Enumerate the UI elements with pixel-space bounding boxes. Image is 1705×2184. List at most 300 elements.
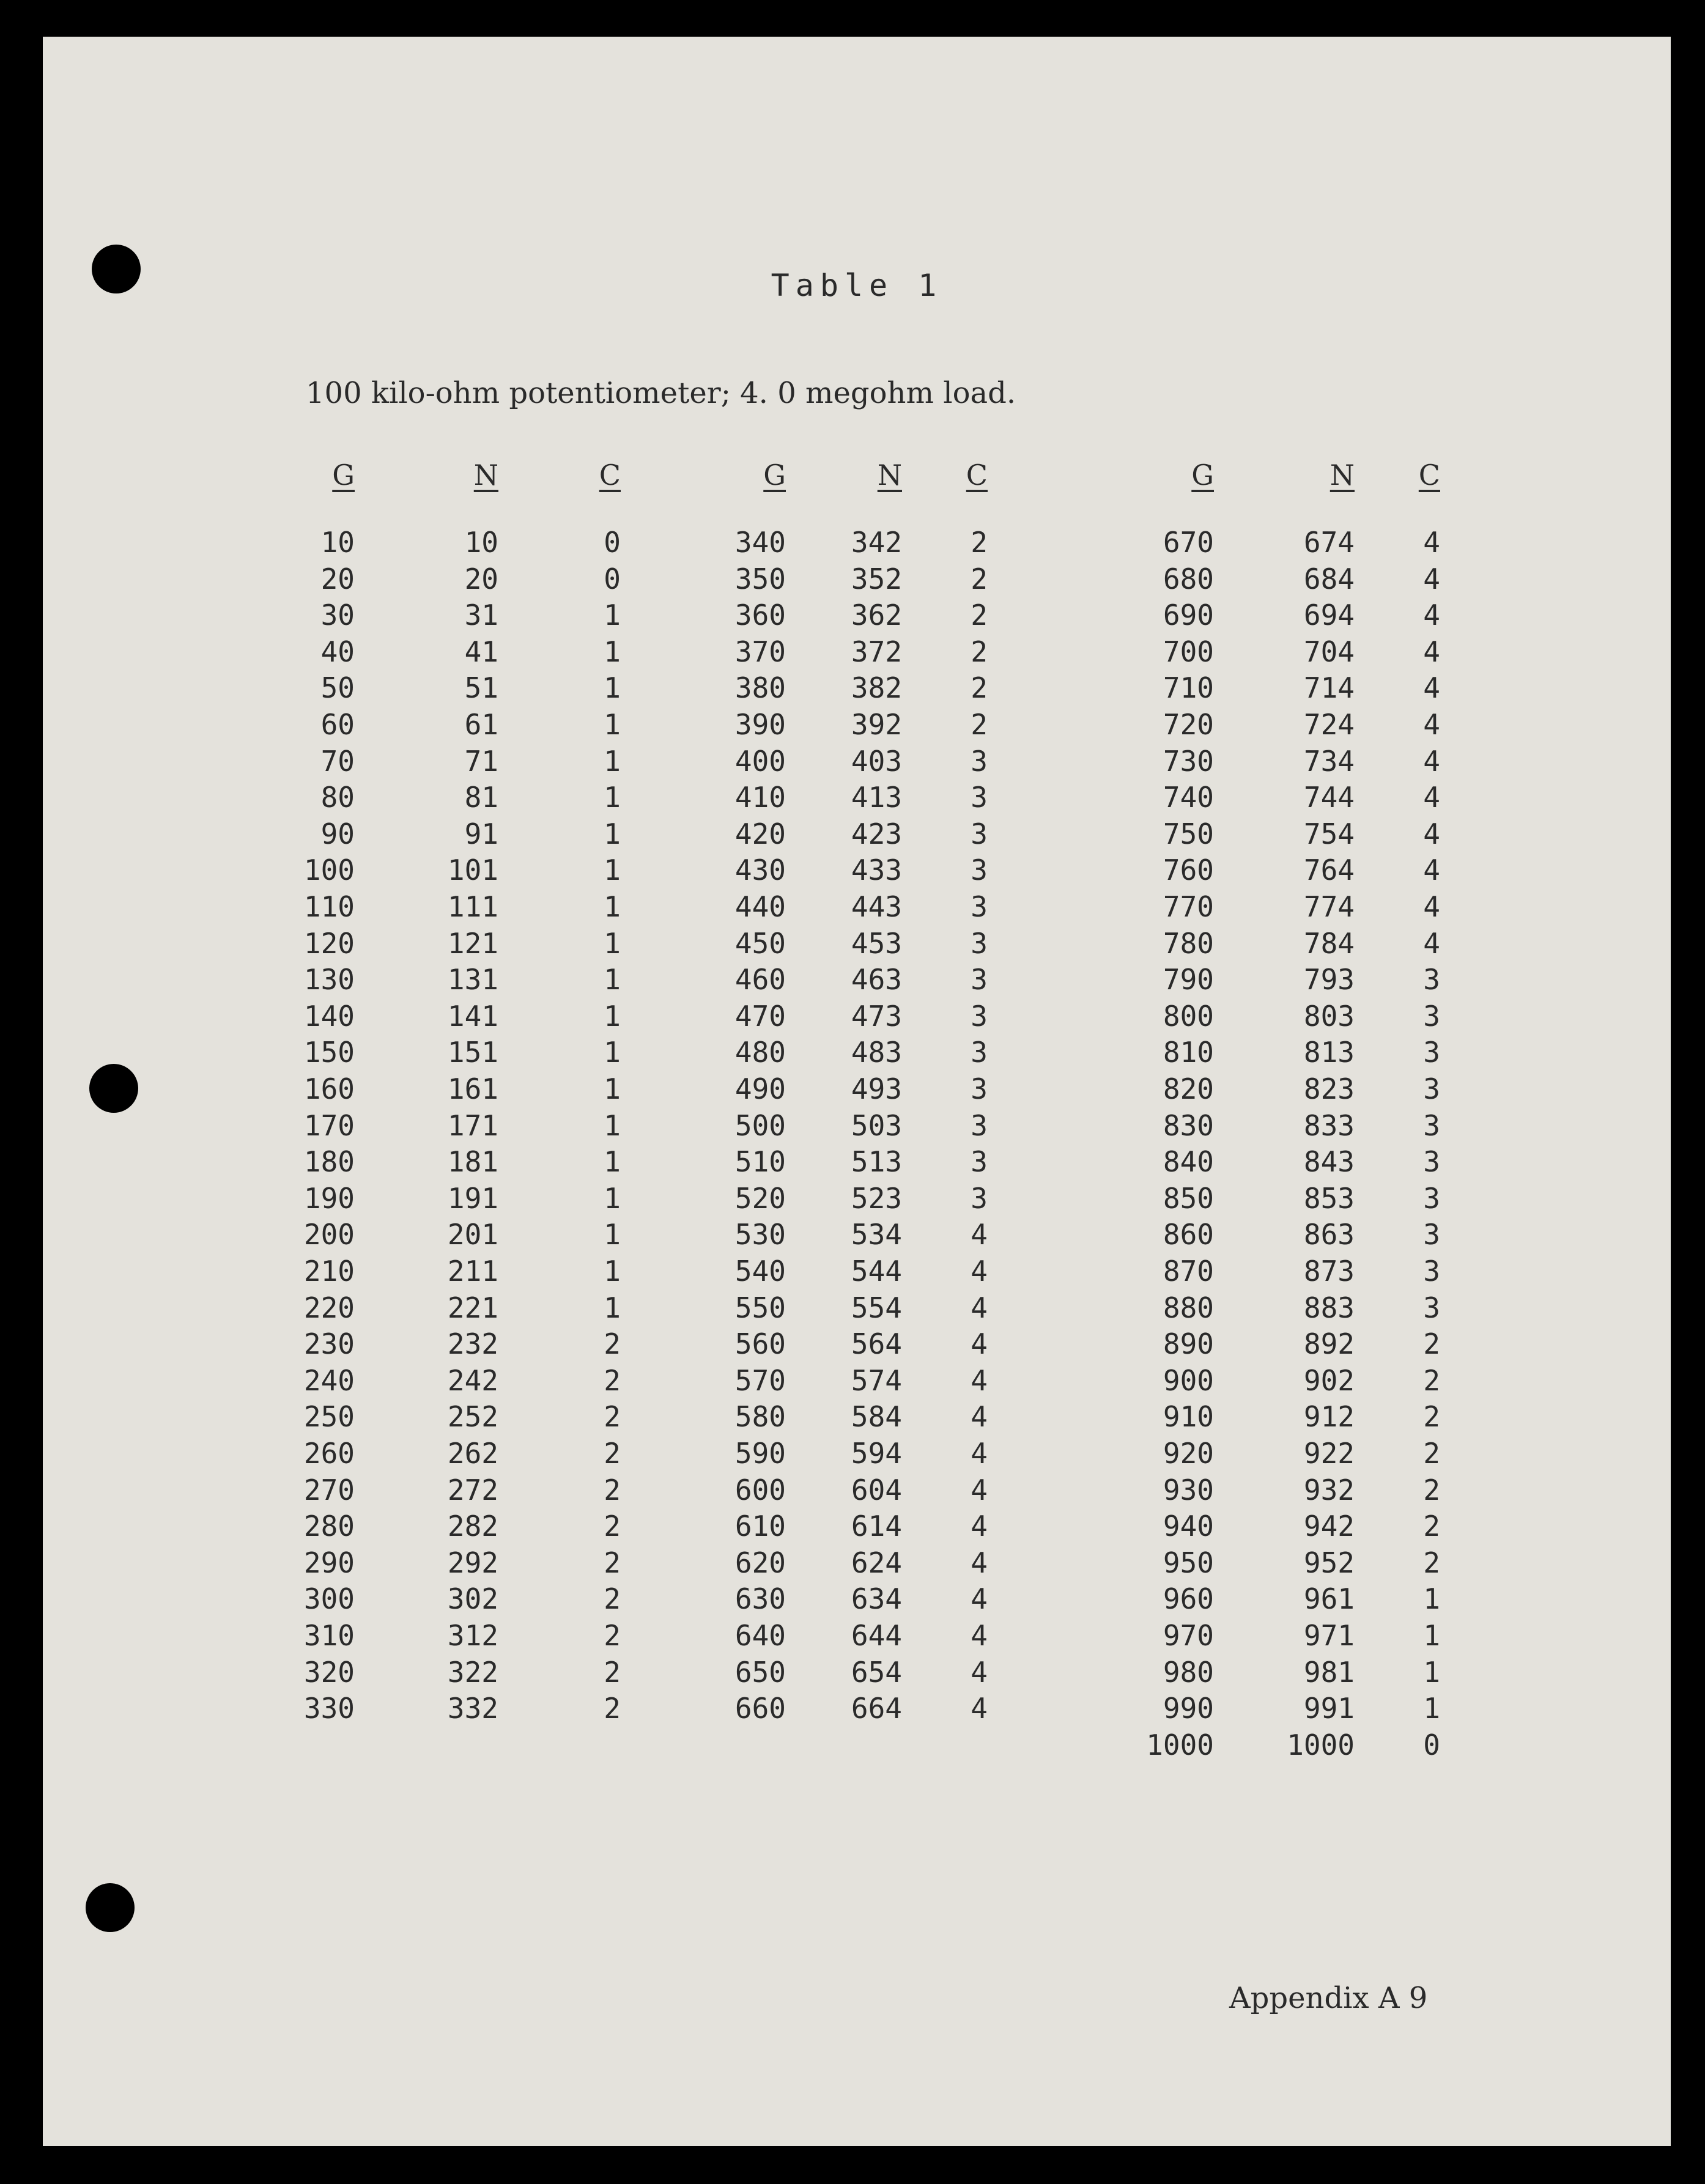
table-cell: 2 <box>604 1692 621 1725</box>
table-cell: 141 <box>447 999 498 1033</box>
table-cell: 332 <box>447 1692 498 1725</box>
table-cell: 853 <box>1303 1181 1355 1215</box>
table-cell: 2 <box>604 1473 621 1507</box>
table-cell: 270 <box>303 1473 355 1507</box>
table-cell: 513 <box>851 1145 902 1179</box>
table-cell: 221 <box>447 1291 498 1324</box>
table-cell: 4 <box>971 1218 988 1252</box>
table-cell: 3 <box>1423 1255 1440 1288</box>
table-cell: 370 <box>734 635 786 668</box>
table-cell: 700 <box>1163 635 1214 668</box>
table-cell: 840 <box>1163 1145 1214 1179</box>
table-cell: 4 <box>1423 708 1440 741</box>
table-cell: 272 <box>447 1473 498 1507</box>
table-cell: 760 <box>1163 854 1214 887</box>
column-header-n: N <box>473 459 498 492</box>
table-cell: 754 <box>1303 817 1355 850</box>
table-cell: 131 <box>447 963 498 997</box>
table-cell: 530 <box>734 1218 786 1252</box>
table-cell: 952 <box>1303 1546 1355 1579</box>
table-cell: 4 <box>1423 890 1440 923</box>
table-cell: 624 <box>851 1546 902 1579</box>
table-cell: 991 <box>1303 1692 1355 1725</box>
table-cell: 1 <box>604 963 621 997</box>
table-cell: 680 <box>1163 562 1214 596</box>
table-cell: 922 <box>1303 1437 1355 1470</box>
table-cell: 3 <box>971 781 988 814</box>
table-cell: 463 <box>851 963 902 997</box>
table-cell: 670 <box>1163 526 1214 559</box>
table-cell: 2 <box>971 526 988 559</box>
table-cell: 810 <box>1163 1036 1214 1069</box>
table-cell: 3 <box>1423 1218 1440 1252</box>
table-cell: 200 <box>303 1218 355 1252</box>
table-cell: 550 <box>734 1291 786 1324</box>
table-cell: 883 <box>1303 1291 1355 1324</box>
table-cell: 312 <box>447 1619 498 1652</box>
table-cell: 20 <box>320 562 355 596</box>
table-cell: 4 <box>1423 599 1440 632</box>
table-cell: 1 <box>604 744 621 778</box>
table-cell: 3 <box>1423 1291 1440 1324</box>
punch-hole-middle <box>89 1064 138 1113</box>
table-cell: 714 <box>1303 671 1355 705</box>
table-cell: 2 <box>971 708 988 741</box>
table-cell: 1 <box>604 781 621 814</box>
table-cell: 1 <box>604 1181 621 1215</box>
table-cell: 322 <box>447 1655 498 1689</box>
table-cell: 10 <box>464 526 498 559</box>
table-cell: 4 <box>971 1510 988 1543</box>
table-cell: 523 <box>851 1181 902 1215</box>
table-cell: 382 <box>851 671 902 705</box>
table-cell: 790 <box>1163 963 1214 997</box>
table-cell: 1 <box>604 1145 621 1179</box>
table-cell: 620 <box>734 1546 786 1579</box>
table-cell: 1 <box>604 671 621 705</box>
table-cell: 744 <box>1303 781 1355 814</box>
table-cell: 372 <box>851 635 902 668</box>
table-cell: 873 <box>1303 1255 1355 1288</box>
table-cell: 650 <box>734 1655 786 1689</box>
table-cell: 140 <box>303 999 355 1033</box>
table-cell: 1 <box>1423 1582 1440 1616</box>
table-cell: 210 <box>303 1255 355 1288</box>
table-cell: 2 <box>604 1327 621 1361</box>
column-header-g: G <box>332 459 355 492</box>
table-cell: 710 <box>1163 671 1214 705</box>
page-footer: Appendix A 9 <box>1229 1981 1428 2015</box>
table-cell: 750 <box>1163 817 1214 850</box>
table-cell: 1 <box>604 1255 621 1288</box>
table-cell: 4 <box>1423 781 1440 814</box>
table-cell: 130 <box>303 963 355 997</box>
table-cell: 1 <box>604 1218 621 1252</box>
table-cell: 282 <box>447 1510 498 1543</box>
table-cell: 1 <box>604 817 621 850</box>
table-cell: 540 <box>734 1255 786 1288</box>
table-cell: 724 <box>1303 708 1355 741</box>
table-cell: 604 <box>851 1473 902 1507</box>
table-cell: 2 <box>1423 1473 1440 1507</box>
table-cell: 3 <box>971 744 988 778</box>
table-cell: 1 <box>604 890 621 923</box>
table-cell: 720 <box>1163 708 1214 741</box>
table-cell: 3 <box>1423 1036 1440 1069</box>
table-cell: 674 <box>1303 526 1355 559</box>
table-cell: 820 <box>1163 1072 1214 1105</box>
table-cell: 3 <box>1423 999 1440 1033</box>
table-cell: 793 <box>1303 963 1355 997</box>
table-cell: 1 <box>604 635 621 668</box>
table-cell: 242 <box>447 1363 498 1397</box>
table-cell: 191 <box>447 1181 498 1215</box>
table-cell: 450 <box>734 926 786 960</box>
table-cell: 960 <box>1163 1582 1214 1616</box>
page-title: Table 1 <box>771 268 943 303</box>
table-cell: 151 <box>447 1036 498 1069</box>
table-cell: 694 <box>1303 599 1355 632</box>
table-cell: 40 <box>320 635 355 668</box>
table-cell: 403 <box>851 744 902 778</box>
table-cell: 2 <box>971 671 988 705</box>
table-cell: 41 <box>464 635 498 668</box>
table-cell: 300 <box>303 1582 355 1616</box>
table-cell: 3 <box>1423 1181 1440 1215</box>
table-cell: 4 <box>1423 635 1440 668</box>
table-cell: 942 <box>1303 1510 1355 1543</box>
column-header-c: C <box>966 459 988 492</box>
table-cell: 580 <box>734 1400 786 1434</box>
table-cell: 4 <box>971 1327 988 1361</box>
table-cell: 610 <box>734 1510 786 1543</box>
column-header-n: N <box>877 459 902 492</box>
table-cell: 1 <box>604 599 621 632</box>
table-cell: 360 <box>734 599 786 632</box>
table-cell: 634 <box>851 1582 902 1616</box>
table-cell: 2 <box>1423 1400 1440 1434</box>
table-cell: 2 <box>1423 1327 1440 1361</box>
table-cell: 3 <box>971 1072 988 1105</box>
table-cell: 150 <box>303 1036 355 1069</box>
table-cell: 4 <box>971 1255 988 1288</box>
table-cell: 654 <box>851 1655 902 1689</box>
table-cell: 774 <box>1303 890 1355 923</box>
table-cell: 584 <box>851 1400 902 1434</box>
table-cell: 1000 <box>1287 1728 1355 1762</box>
table-cell: 410 <box>734 781 786 814</box>
table-cell: 380 <box>734 671 786 705</box>
table-cell: 3 <box>971 1181 988 1215</box>
table-cell: 2 <box>971 635 988 668</box>
table-cell: 1000 <box>1146 1728 1214 1762</box>
table-cell: 3 <box>971 999 988 1033</box>
table-cell: 70 <box>320 744 355 778</box>
table-cell: 4 <box>971 1400 988 1434</box>
table-cell: 310 <box>303 1619 355 1652</box>
table-cell: 863 <box>1303 1218 1355 1252</box>
table-cell: 770 <box>1163 890 1214 923</box>
table-cell: 950 <box>1163 1546 1214 1579</box>
table-cell: 1 <box>604 926 621 960</box>
table-cell: 240 <box>303 1363 355 1397</box>
table-cell: 1 <box>1423 1692 1440 1725</box>
table-cell: 664 <box>851 1692 902 1725</box>
table-cell: 990 <box>1163 1692 1214 1725</box>
table-cell: 704 <box>1303 635 1355 668</box>
table-cell: 3 <box>971 854 988 887</box>
table-cell: 302 <box>447 1582 498 1616</box>
table-cell: 0 <box>604 526 621 559</box>
table-cell: 520 <box>734 1181 786 1215</box>
table-cell: 2 <box>604 1363 621 1397</box>
table-cell: 4 <box>971 1582 988 1616</box>
table-cell: 780 <box>1163 926 1214 960</box>
table-cell: 352 <box>851 562 902 596</box>
table-cell: 2 <box>1423 1510 1440 1543</box>
table-cell: 4 <box>971 1291 988 1324</box>
table-cell: 1 <box>604 1109 621 1142</box>
table-cell: 900 <box>1163 1363 1214 1397</box>
table-cell: 843 <box>1303 1145 1355 1179</box>
table-cell: 534 <box>851 1218 902 1252</box>
table-cell: 190 <box>303 1181 355 1215</box>
table-cell: 1 <box>604 1072 621 1105</box>
table-cell: 31 <box>464 599 498 632</box>
table-cell: 330 <box>303 1692 355 1725</box>
table-cell: 1 <box>604 999 621 1033</box>
table-cell: 4 <box>1423 854 1440 887</box>
table-cell: 81 <box>464 781 498 814</box>
table-cell: 440 <box>734 890 786 923</box>
table-cell: 80 <box>320 781 355 814</box>
table-cell: 4 <box>1423 744 1440 778</box>
table-cell: 574 <box>851 1363 902 1397</box>
table-cell: 2 <box>604 1546 621 1579</box>
table-cell: 61 <box>464 708 498 741</box>
table-cell: 4 <box>1423 526 1440 559</box>
table-cell: 290 <box>303 1546 355 1579</box>
table-cell: 292 <box>447 1546 498 1579</box>
table-cell: 920 <box>1163 1437 1214 1470</box>
table-cell: 101 <box>447 854 498 887</box>
table-cell: 51 <box>464 671 498 705</box>
table-cell: 2 <box>604 1655 621 1689</box>
table-cell: 473 <box>851 999 902 1033</box>
table-cell: 800 <box>1163 999 1214 1033</box>
table-cell: 2 <box>1423 1546 1440 1579</box>
table-cell: 10 <box>320 526 355 559</box>
table-cell: 181 <box>447 1145 498 1179</box>
table-cell: 20 <box>464 562 498 596</box>
table-cell: 171 <box>447 1109 498 1142</box>
table-cell: 430 <box>734 854 786 887</box>
table-cell: 91 <box>464 817 498 850</box>
table-cell: 1 <box>604 1291 621 1324</box>
table-cell: 71 <box>464 744 498 778</box>
table-cell: 3 <box>971 817 988 850</box>
table-cell: 500 <box>734 1109 786 1142</box>
column-header-g: G <box>763 459 786 492</box>
table-cell: 211 <box>447 1255 498 1288</box>
table-cell: 230 <box>303 1327 355 1361</box>
table-cell: 201 <box>447 1218 498 1252</box>
table-cell: 932 <box>1303 1473 1355 1507</box>
table-cell: 940 <box>1163 1510 1214 1543</box>
table-cell: 892 <box>1303 1327 1355 1361</box>
table-cell: 4 <box>971 1363 988 1397</box>
table-cell: 564 <box>851 1327 902 1361</box>
table-cell: 1 <box>1423 1655 1440 1689</box>
table-cell: 971 <box>1303 1619 1355 1652</box>
table-cell: 803 <box>1303 999 1355 1033</box>
column-header-c: C <box>599 459 621 492</box>
table-cell: 503 <box>851 1109 902 1142</box>
table-cell: 3 <box>1423 963 1440 997</box>
table-cell: 981 <box>1303 1655 1355 1689</box>
table-cell: 90 <box>320 817 355 850</box>
column-header-c: C <box>1418 459 1440 492</box>
table-cell: 660 <box>734 1692 786 1725</box>
table-cell: 3 <box>971 890 988 923</box>
table-cell: 2 <box>971 562 988 596</box>
table-cell: 342 <box>851 526 902 559</box>
table-cell: 423 <box>851 817 902 850</box>
table-cell: 4 <box>971 1619 988 1652</box>
table-cell: 2 <box>1423 1363 1440 1397</box>
table-cell: 902 <box>1303 1363 1355 1397</box>
table-cell: 0 <box>1423 1728 1440 1762</box>
table-cell: 3 <box>971 926 988 960</box>
table-cell: 2 <box>604 1619 621 1652</box>
table-cell: 3 <box>971 963 988 997</box>
table-cell: 170 <box>303 1109 355 1142</box>
table-cell: 560 <box>734 1327 786 1361</box>
table-cell: 433 <box>851 854 902 887</box>
table-cell: 232 <box>447 1327 498 1361</box>
table-cell: 870 <box>1163 1255 1214 1288</box>
table-cell: 1 <box>1423 1619 1440 1652</box>
table-cell: 823 <box>1303 1072 1355 1105</box>
table-cell: 850 <box>1163 1181 1214 1215</box>
table-cell: 912 <box>1303 1400 1355 1434</box>
table-cell: 340 <box>734 526 786 559</box>
table-cell: 764 <box>1303 854 1355 887</box>
table-cell: 120 <box>303 926 355 960</box>
table-cell: 630 <box>734 1582 786 1616</box>
table-cell: 1 <box>604 708 621 741</box>
table-cell: 3 <box>1423 1145 1440 1179</box>
table-cell: 161 <box>447 1072 498 1105</box>
table-cell: 554 <box>851 1291 902 1324</box>
table-cell: 111 <box>447 890 498 923</box>
table-cell: 4 <box>971 1692 988 1725</box>
table-cell: 3 <box>1423 1109 1440 1142</box>
table-cell: 483 <box>851 1036 902 1069</box>
table-cell: 3 <box>1423 1072 1440 1105</box>
table-cell: 570 <box>734 1363 786 1397</box>
table-cell: 2 <box>604 1437 621 1470</box>
table-cell: 160 <box>303 1072 355 1105</box>
table-cell: 2 <box>971 599 988 632</box>
table-cell: 420 <box>734 817 786 850</box>
column-header-n: N <box>1330 459 1355 492</box>
table-cell: 594 <box>851 1437 902 1470</box>
table-cell: 890 <box>1163 1327 1214 1361</box>
table-cell: 690 <box>1163 599 1214 632</box>
table-cell: 833 <box>1303 1109 1355 1142</box>
table-cell: 480 <box>734 1036 786 1069</box>
table-cell: 260 <box>303 1437 355 1470</box>
table-cell: 2 <box>604 1582 621 1616</box>
table-cell: 460 <box>734 963 786 997</box>
table-cell: 252 <box>447 1400 498 1434</box>
table-cell: 930 <box>1163 1473 1214 1507</box>
table-cell: 970 <box>1163 1619 1214 1652</box>
table-cell: 644 <box>851 1619 902 1652</box>
column-header-g: G <box>1191 459 1214 492</box>
table-cell: 1 <box>604 854 621 887</box>
table-cell: 740 <box>1163 781 1214 814</box>
table-cell: 684 <box>1303 562 1355 596</box>
document-page <box>43 37 1671 2146</box>
table-cell: 910 <box>1163 1400 1214 1434</box>
table-cell: 590 <box>734 1437 786 1470</box>
table-cell: 830 <box>1163 1109 1214 1142</box>
table-cell: 980 <box>1163 1655 1214 1689</box>
table-cell: 490 <box>734 1072 786 1105</box>
table-subtitle: 100 kilo-ohm potentiometer; 4. 0 megohm load. <box>306 376 1016 410</box>
table-cell: 220 <box>303 1291 355 1324</box>
table-cell: 2 <box>604 1400 621 1434</box>
table-cell: 453 <box>851 926 902 960</box>
table-cell: 1 <box>604 1036 621 1069</box>
table-cell: 392 <box>851 708 902 741</box>
table-cell: 280 <box>303 1510 355 1543</box>
table-cell: 3 <box>971 1036 988 1069</box>
table-cell: 4 <box>971 1655 988 1689</box>
table-cell: 3 <box>971 1145 988 1179</box>
table-cell: 413 <box>851 781 902 814</box>
table-cell: 4 <box>1423 671 1440 705</box>
table-cell: 4 <box>971 1473 988 1507</box>
table-cell: 30 <box>320 599 355 632</box>
table-cell: 250 <box>303 1400 355 1434</box>
table-cell: 860 <box>1163 1218 1214 1252</box>
table-cell: 180 <box>303 1145 355 1179</box>
table-cell: 121 <box>447 926 498 960</box>
table-cell: 4 <box>1423 562 1440 596</box>
table-cell: 544 <box>851 1255 902 1288</box>
table-cell: 510 <box>734 1145 786 1179</box>
table-cell: 4 <box>971 1546 988 1579</box>
table-cell: 320 <box>303 1655 355 1689</box>
table-cell: 0 <box>604 562 621 596</box>
table-cell: 734 <box>1303 744 1355 778</box>
table-cell: 493 <box>851 1072 902 1105</box>
table-cell: 60 <box>320 708 355 741</box>
table-cell: 614 <box>851 1510 902 1543</box>
table-cell: 350 <box>734 562 786 596</box>
table-cell: 784 <box>1303 926 1355 960</box>
table-cell: 470 <box>734 999 786 1033</box>
table-cell: 4 <box>1423 817 1440 850</box>
table-cell: 961 <box>1303 1582 1355 1616</box>
table-cell: 110 <box>303 890 355 923</box>
table-cell: 600 <box>734 1473 786 1507</box>
table-cell: 443 <box>851 890 902 923</box>
table-cell: 3 <box>971 1109 988 1142</box>
